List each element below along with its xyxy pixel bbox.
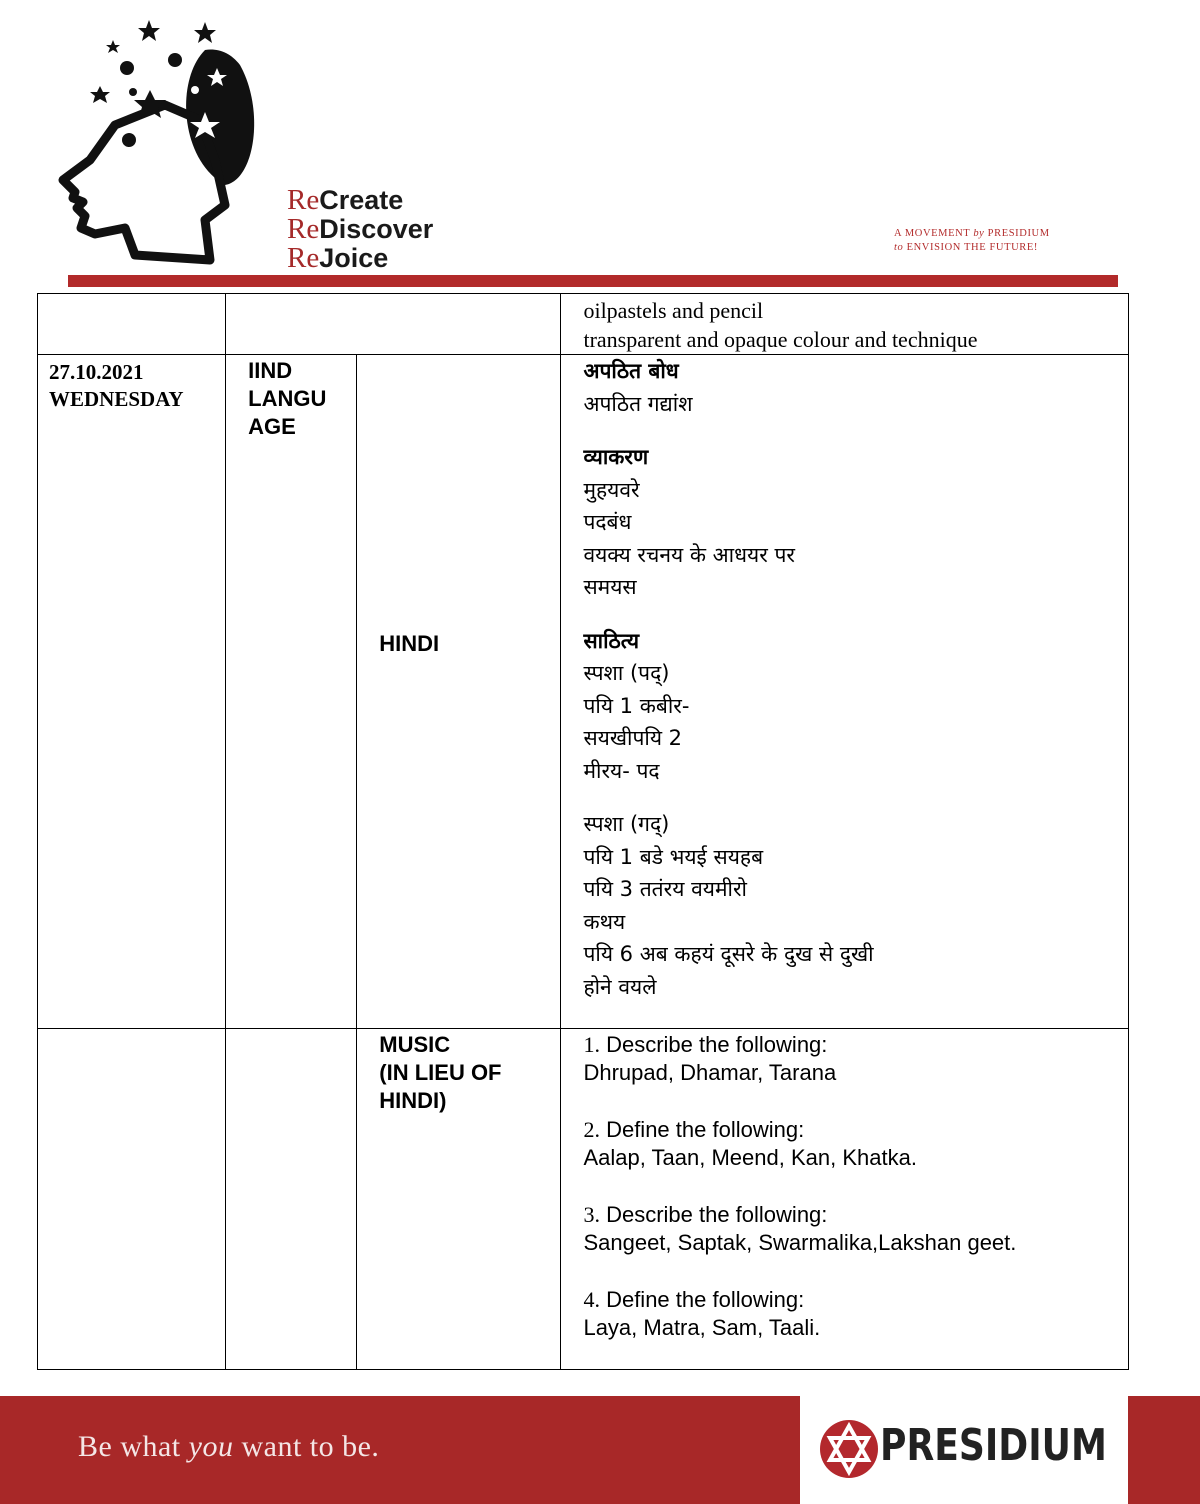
- logo-wordmark: [287, 186, 433, 273]
- footer-red-left: [0, 1396, 800, 1504]
- footer-slogan: Be what you want to be.: [78, 1430, 380, 1463]
- music-content-cell: [561, 1029, 1129, 1370]
- header-divider-bar: [68, 275, 1118, 287]
- table-row: [38, 294, 1129, 355]
- music-item: 3. Describe the following:: [583, 1202, 828, 1227]
- hindi-heading: साठित्य: [583, 628, 639, 653]
- presidium-tagline: [894, 227, 1094, 255]
- content-cell: [561, 294, 1129, 355]
- spacer: [583, 420, 1128, 441]
- hindi-line: मुहयवरे: [583, 477, 640, 502]
- hindi-line: स्पशा (गद्): [583, 812, 670, 836]
- music-answer: Dhrupad, Dhamar, Tarana: [583, 1060, 837, 1085]
- music-item: 2. Define the following:: [583, 1117, 805, 1142]
- topic-cell: [357, 355, 561, 1029]
- date-cell: [38, 355, 226, 1029]
- logo-line-rejoice: ReJoice: [287, 242, 389, 274]
- hindi-heading: अपठ‍ित बोध: [583, 359, 679, 383]
- hindi-line: पयि 3 ततंरय वयमीरो: [583, 877, 747, 901]
- subject-cell-empty: [226, 294, 561, 355]
- logo-line-recreate: ReCreate: [287, 184, 404, 216]
- footer-red-right: [1128, 1396, 1200, 1504]
- hindi-line: समयस: [583, 575, 637, 599]
- hindi-line: वयक्य रचनय के आधयर पर: [583, 542, 795, 567]
- table-row: [38, 355, 1129, 1029]
- music-item: 1. Describe the following:: [583, 1032, 828, 1057]
- topic-line: MUSIC: [379, 1032, 451, 1057]
- hindi-heading: व्याकरण: [583, 445, 649, 469]
- date-text: 27.10.2021: [49, 360, 144, 384]
- hindi-syllabus: [583, 355, 1128, 1003]
- hindi-line: पयि 1 बडे भयई सयहब: [583, 844, 764, 869]
- hindi-line: पयि 1 कबीर-: [583, 693, 690, 718]
- content-line: transparent and opaque colour and technique: [583, 327, 978, 352]
- footer-banner: [0, 1396, 1200, 1504]
- schedule-table: [37, 293, 1129, 1370]
- subject-line: LANGU: [248, 386, 327, 411]
- tagline-line-1: A MOVEMENT by PRESIDIUM: [894, 228, 1050, 239]
- recreate-logo: [55, 20, 455, 274]
- topic-line: (IN LIEU OF: [379, 1060, 502, 1085]
- logo-line-rediscover: ReDiscover: [287, 213, 434, 245]
- subject-cell-empty: [226, 1029, 357, 1370]
- content-line: oilpastels and pencil: [583, 298, 764, 323]
- hindi-line: स्पशा (पद्): [583, 661, 670, 685]
- hindi-line: मीरय- पद: [583, 758, 660, 783]
- topic-hindi: HINDI: [379, 631, 440, 656]
- music-answer: Aalap, Taan, Meend, Kan, Khatka.: [583, 1145, 917, 1170]
- hindi-line: होने वयले: [583, 974, 657, 999]
- art-content: [583, 294, 1128, 354]
- music-answer: Sangeet, Saptak, Swarmalika,Lakshan geet.: [583, 1230, 1017, 1255]
- hindi-content-cell: [561, 355, 1129, 1029]
- hindi-line: पयि 6 अब कहयं दूसरे के दुख से दुखी: [583, 942, 874, 966]
- spacer: [583, 787, 1128, 808]
- presidium-star-icon: [818, 1418, 880, 1480]
- hindi-line: अपठित गद्यांश: [583, 391, 693, 416]
- day-text: WEDNESDAY: [49, 387, 184, 411]
- hindi-line: सयखीपयि 2: [583, 726, 683, 750]
- presidium-brand: PRESIDIUM: [880, 1420, 1107, 1471]
- date-cell-empty: [38, 1029, 226, 1370]
- hindi-line: पदबंध: [583, 510, 632, 534]
- music-answer: Laya, Matra, Sam, Taali.: [583, 1315, 821, 1340]
- music-syllabus: [583, 1029, 1128, 1356]
- table-row: [38, 1029, 1129, 1370]
- subject-line: AGE: [248, 414, 296, 439]
- topic-line: HINDI): [379, 1088, 447, 1113]
- music-item: 4. Define the following:: [583, 1287, 805, 1312]
- spacer: [583, 604, 1128, 625]
- tagline-line-2: to ENVISION THE FUTURE!: [894, 242, 1038, 253]
- date-cell-empty: [38, 294, 226, 355]
- topic-cell: [357, 1029, 561, 1370]
- subject-cell: [226, 355, 357, 1029]
- subject-line: IIND: [248, 358, 293, 383]
- hindi-line: कथय: [583, 909, 626, 934]
